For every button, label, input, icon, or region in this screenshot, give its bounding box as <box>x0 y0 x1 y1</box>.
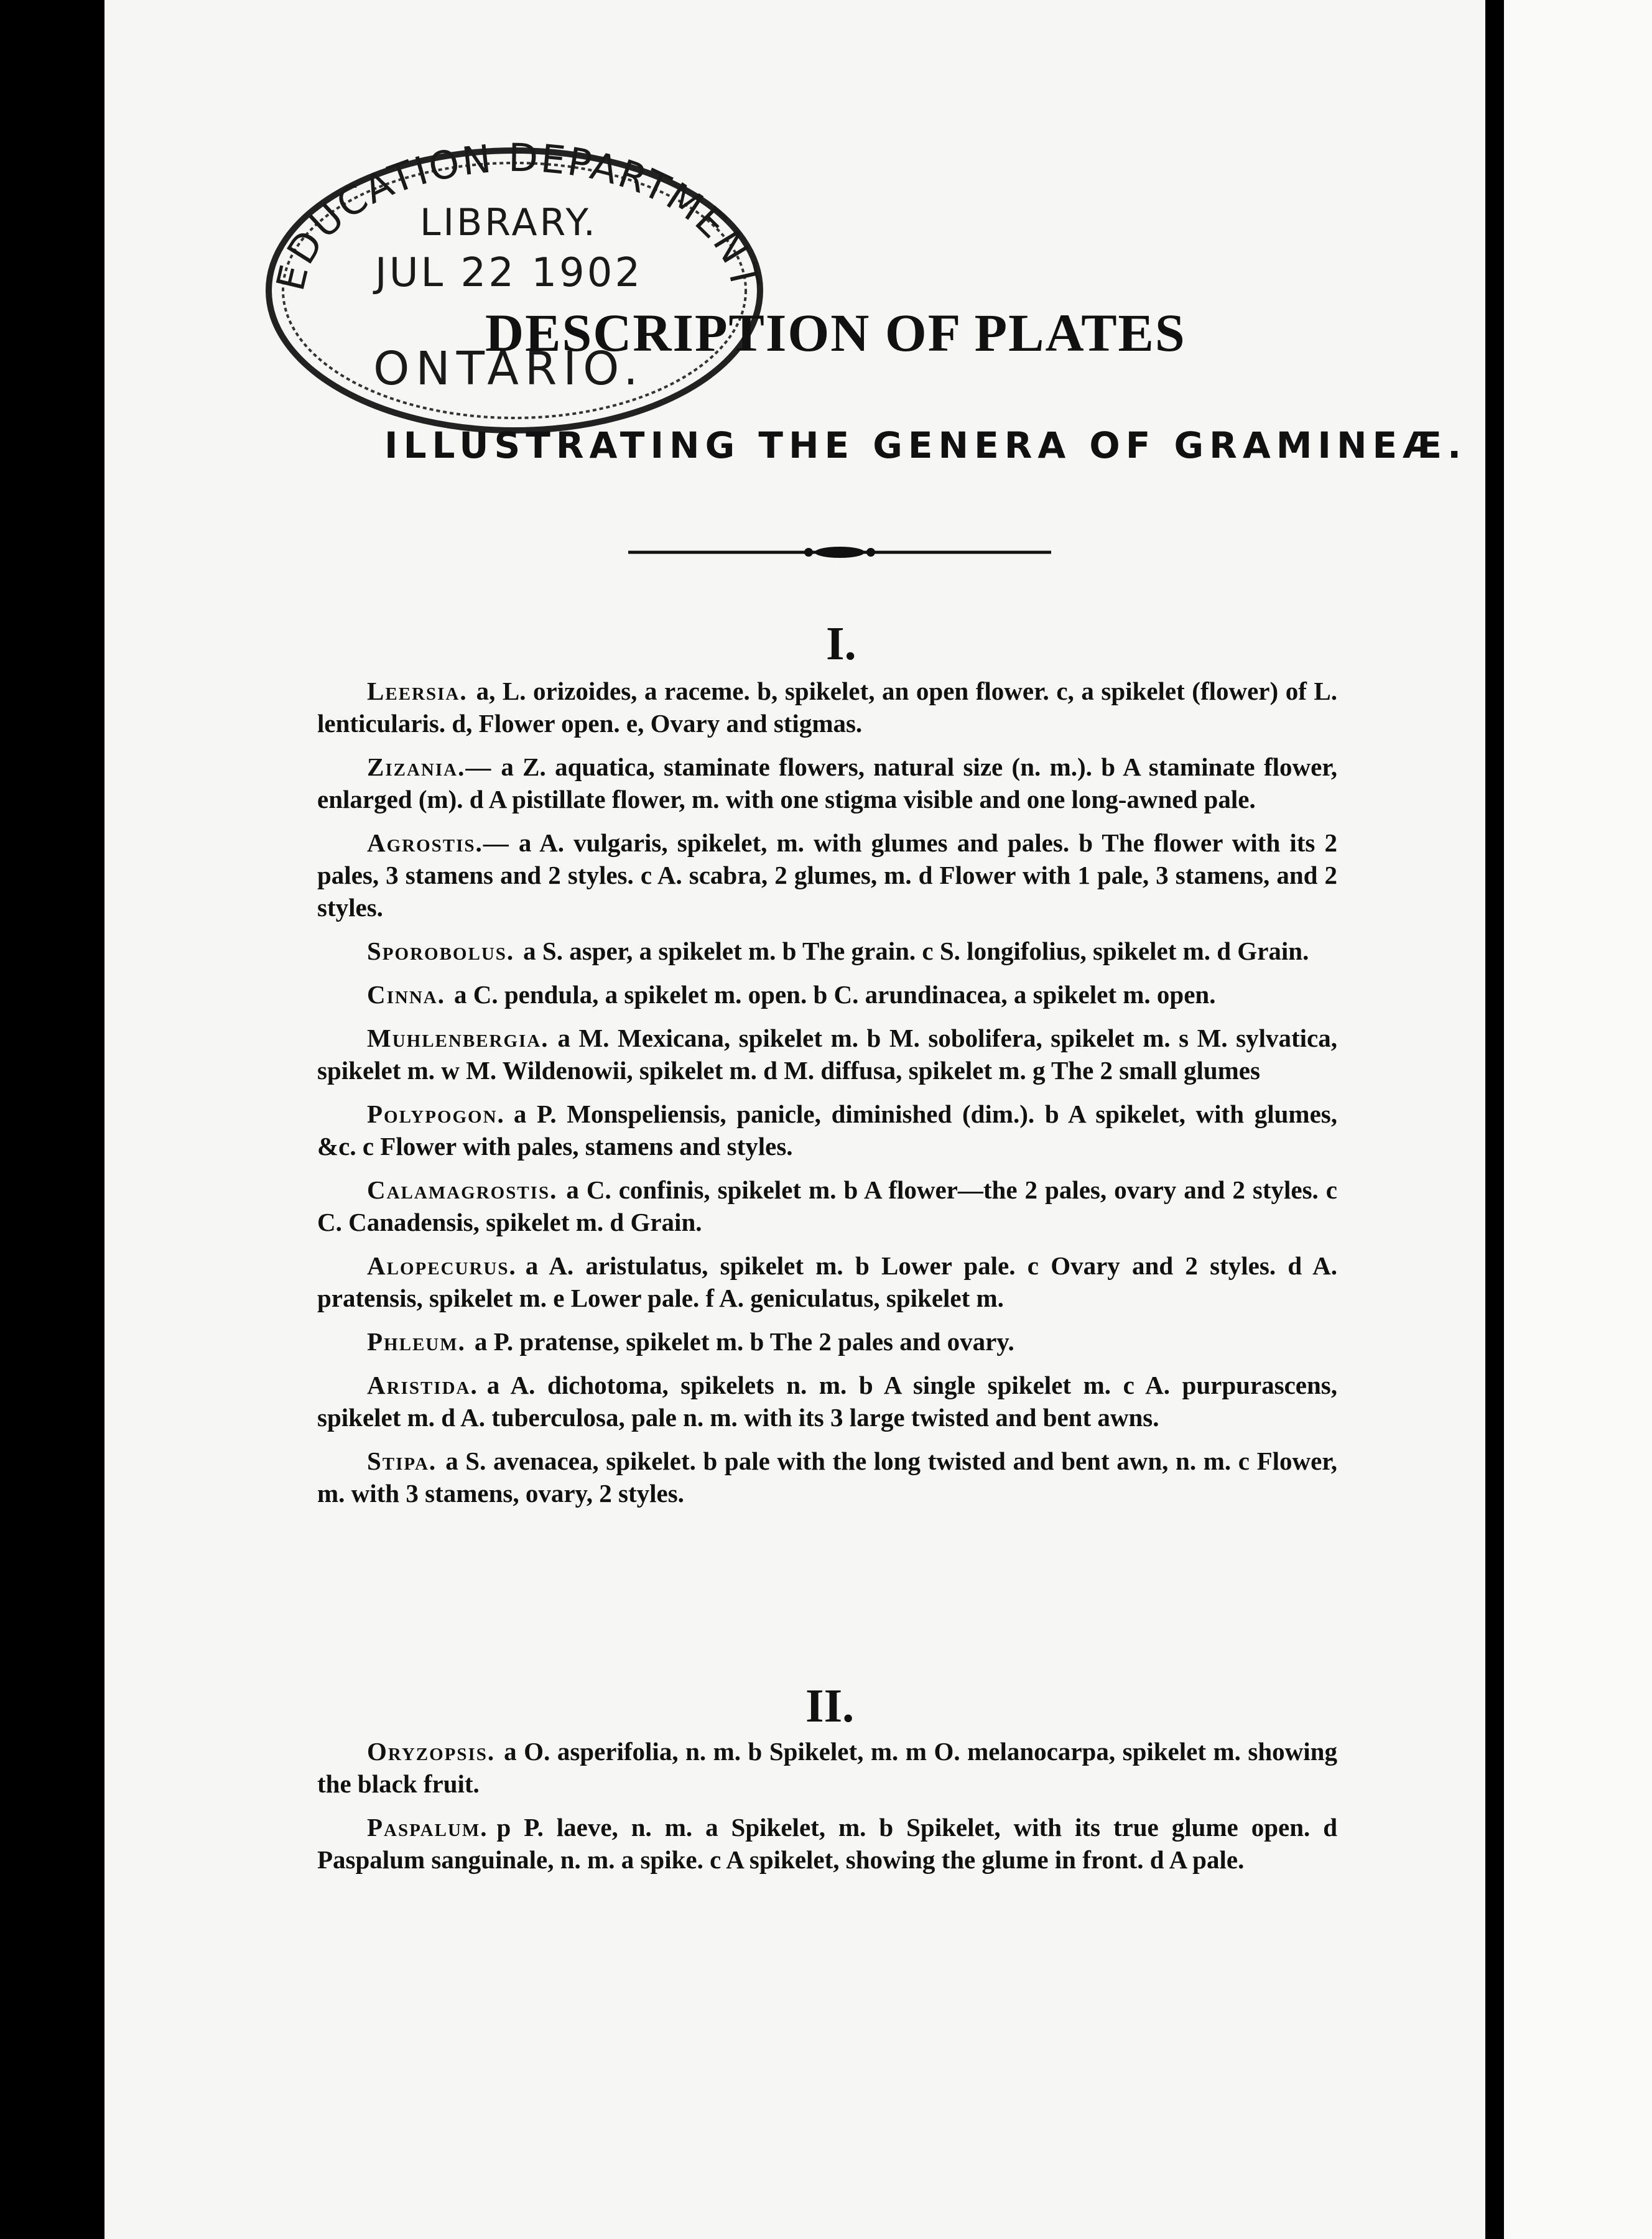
genus-name: Leersia. <box>367 677 468 705</box>
genus-description: a Z. aquatica, staminate flowers, natural size (n. m.). b A staminate flower, enlarged (m). d A pistillate flower, m. with one stigma visible and one long-awned pale. <box>317 753 1337 814</box>
plate-entry <box>317 1369 1337 1434</box>
genus-description: a S. asper, a spikelet m. b The grain. c S. longifolius, spikelet m. d Grain. <box>523 937 1309 965</box>
plate-entry <box>317 1445 1337 1509</box>
genus-description: a M. Mexicana, spikelet m. b M. sobolifera, spikelet m. s M. sylvatica, spikelet m. w M. Wildenowii, spikelet m. d M. diffusa, spikelet m. g The 2 small glumes <box>317 1024 1337 1085</box>
stamp-top-arc-text: EDUCATION DEPARTMENT <box>267 134 769 295</box>
plate-entry <box>317 978 1337 1011</box>
genus-name: Phleum. <box>367 1327 466 1356</box>
genus-description: a O. asperifolia, n. m. b Spikelet, m. m O. melanocarpa, spikelet m. showing the black fruit. <box>317 1737 1337 1798</box>
adjacent-page-edge <box>1504 0 1652 2239</box>
genus-description: a A. dichotoma, spikelets n. m. b A single spikelet m. c A. purpurascens, spikelet m. d A. tuberculosa, pale n. m. with its 3 large twisted and bent awns. <box>317 1371 1337 1432</box>
genus-name: Polypogon. <box>367 1100 505 1128</box>
genus-description: p P. laeve, n. m. a Spikelet, m. b Spikelet, with its true glume open. d Paspalum sanguinale, n. m. a spike. c A spikelet, showing the glume in front. d A pale. <box>317 1813 1337 1874</box>
genus-name: Agrostis.— <box>367 828 510 857</box>
ornamental-rule <box>628 540 1051 565</box>
plate-entry <box>317 1811 1337 1876</box>
genus-description: a A. vulgaris, spikelet, m. with glumes and pales. b The flower with its 2 pales, 3 stamens and 2 styles. c A. scabra, 2 glumes, m. d Flower with 1 pale, 3 stamens, and 2 styles. <box>317 828 1337 922</box>
genus-description: a C. pendula, a spikelet m. open. b C. arundinacea, a spikelet m. open. <box>453 980 1216 1009</box>
section-heading-1: I. <box>826 618 856 670</box>
plate-entries-section-2 <box>317 1735 1337 1887</box>
plate-entry <box>317 935 1337 967</box>
plate-entry <box>317 751 1337 815</box>
plate-entry <box>317 1249 1337 1314</box>
genus-description: a P. Monspeliensis, panicle, diminished (dim.). b A spikelet, with glumes, &c. c Flower with pales, stamens and styles. <box>317 1100 1337 1161</box>
genus-name: Oryzopsis. <box>367 1737 496 1766</box>
genus-description: a C. confinis, spikelet m. b A flower—the 2 pales, ovary and 2 styles. c C. Canadensis, spikelet m. d Grain. <box>317 1175 1337 1236</box>
library-stamp <box>260 134 769 439</box>
stamp-graphic <box>260 134 769 439</box>
genus-name: Calamagrostis. <box>367 1175 558 1204</box>
genus-name: Paspalum. <box>367 1813 488 1842</box>
genus-name: Aristida. <box>367 1371 478 1399</box>
genus-name: Cinna. <box>367 980 445 1009</box>
genus-name: Sporobolus. <box>367 937 515 965</box>
plate-entries-section-1 <box>317 675 1337 1521</box>
plate-entry <box>317 1022 1337 1087</box>
genus-description: a P. pratense, spikelet m. b The 2 pales and ovary. <box>474 1327 1014 1356</box>
section-heading-2: II. <box>805 1680 855 1732</box>
plate-entry <box>317 1735 1337 1800</box>
page-title: DESCRIPTION OF PLATES <box>485 303 1186 363</box>
stamp-date-text: JUL 22 1902 <box>374 250 643 296</box>
genus-description: a S. avenacea, spikelet. b pale with the long twisted and bent awn, n. m. c Flower, m. with 3 stamens, ovary, 2 styles. <box>317 1447 1337 1508</box>
plate-entry <box>317 827 1337 924</box>
plate-entry <box>317 1174 1337 1238</box>
genus-name: Alopecurus. <box>367 1251 517 1280</box>
genus-name: Zizania.— <box>367 753 493 781</box>
plate-entry <box>317 1098 1337 1162</box>
genus-description: a, L. orizoides, a raceme. b, spikelet, an open flower. c, a spikelet (flower) of L. lenticularis. d, Flower open. e, Ovary and stigmas. <box>317 677 1337 738</box>
page-subtitle: ILLUSTRATING THE GENERA OF GRAMINEÆ. <box>384 424 1467 466</box>
genus-description: a A. aristulatus, spikelet m. b Lower pale. c Ovary and 2 styles. d A. pratensis, spikelet m. e Lower pale. f A. geniculatus, spikelet m. <box>317 1251 1337 1312</box>
genus-name: Stipa. <box>367 1447 437 1475</box>
plate-entry <box>317 1325 1337 1358</box>
stamp-library-text: LIBRARY. <box>419 201 598 244</box>
plate-entry <box>317 675 1337 739</box>
stamp-ontario-text: ONTARIO. <box>373 342 644 396</box>
genus-name: Muhlenbergia. <box>367 1024 549 1052</box>
